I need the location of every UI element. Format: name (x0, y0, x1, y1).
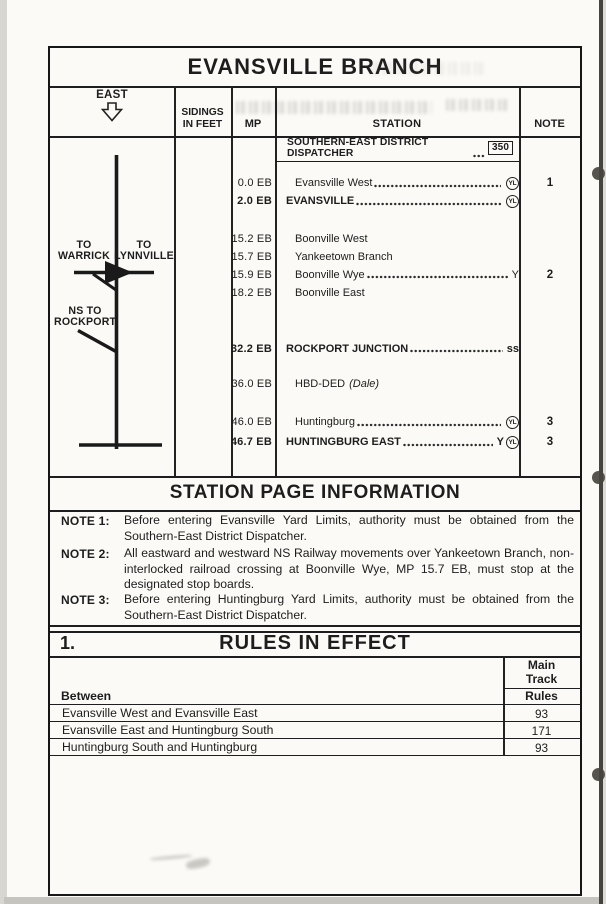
page-title: EVANSVILLE BRANCH (187, 54, 443, 79)
dispatcher-channel-badge: 350 (488, 141, 513, 155)
station-name: EVANSVILLE (286, 195, 355, 207)
section-number: 1. (60, 633, 76, 653)
rule-number-value: 93 (534, 707, 549, 721)
rules-column-header: Rules (525, 689, 558, 703)
label-line: Main (527, 658, 556, 672)
yard-limits-symbol: YL (506, 195, 519, 208)
timetable-sheet (48, 46, 582, 896)
station-name: Boonville East (295, 287, 365, 299)
station-name: Huntingburg (295, 416, 355, 428)
dispatcher-label: SOUTHERN-EAST DISTRICT DISPATCHER (287, 137, 429, 159)
scan-page-edge-line (599, 0, 603, 904)
section-title: RULES IN EFFECT (219, 632, 411, 654)
milepost-value: 18.2 EB (231, 287, 272, 299)
note-text: Before entering Evansville Yard Limits, authority must be obtained from the Southern-East District Dispatcher. (124, 513, 574, 543)
note-number: 3 (546, 436, 554, 448)
sidings-label-line1: SIDINGS (181, 107, 224, 118)
note-label: NOTE 1: (61, 514, 110, 528)
yard-limits-symbol: YL (506, 436, 519, 449)
label-line: LYNNVILLE (114, 250, 174, 262)
east-label: EAST (96, 89, 128, 101)
note-text: Before entering Huntingburg Yard Limits, authority must be obtained from the Southern-East District Dispatcher. (124, 592, 574, 622)
station-name: Yankeetown Branch (295, 251, 393, 263)
between-column-header: Between (61, 689, 112, 703)
milepost-value: 36.0 EB (231, 378, 272, 390)
note-label: NOTE 2: (61, 547, 110, 561)
scan-edge-bottom (4, 897, 599, 904)
note-text: All eastward and westward NS Railway movements over Yankeetown Branch, non-interlocked railroad crossing at Boonville Wye, MP 15.7 EB, must stop at the designated stop boards. (124, 546, 574, 591)
station-suffix: Y (511, 269, 519, 281)
label-line: WARRICK (57, 250, 110, 262)
rules-rows (50, 48, 580, 894)
sidings-label-line2: IN FEET (182, 119, 223, 130)
section-title: STATION PAGE INFORMATION (169, 482, 461, 503)
note-label: NOTE 3: (61, 593, 110, 607)
between-value: Evansville West and Evansville East (62, 706, 258, 720)
station-suffix: Y (496, 436, 504, 448)
station-name: ROCKPORT JUNCTION (286, 343, 409, 355)
label-line: NS TO (68, 305, 102, 317)
between-value: Huntingburg South and Huntingburg (62, 740, 258, 754)
milepost-value: 46.0 EB (231, 416, 272, 428)
note-label: NOTE (534, 118, 565, 130)
rule-number-value: 93 (534, 741, 549, 755)
label-line: TO (76, 239, 92, 251)
milepost-value: 2.0 EB (237, 195, 272, 207)
station-name-qualifier: (Dale) (349, 378, 380, 390)
yard-limits-symbol: YL (506, 416, 519, 429)
rule-number-value: 171 (531, 724, 552, 738)
station-label: STATION (372, 118, 422, 130)
station-name: Boonville West (295, 233, 368, 245)
label-line: ROCKPORT (54, 316, 117, 328)
between-value: Evansville East and Huntingburg South (62, 723, 274, 737)
station-suffix: ss (506, 343, 519, 355)
note-number: 2 (546, 269, 554, 281)
milepost-value: 32.2 EB (230, 343, 272, 355)
label-line: TO (136, 239, 152, 251)
rules-row (50, 740, 580, 757)
scan-edge-left (0, 0, 7, 904)
mp-label: MP (244, 118, 262, 130)
station-name: HUNTINGBURG EAST (286, 436, 401, 448)
rules-row (50, 723, 580, 740)
note-number: 1 (546, 177, 554, 189)
milepost-value: 15.2 EB (231, 233, 272, 245)
milepost-value: 15.9 EB (231, 269, 272, 281)
milepost-value: 0.0 EB (237, 177, 272, 189)
milepost-value: 46.7 EB (230, 436, 272, 448)
station-name: HBD-DED (295, 378, 346, 390)
station-name: Evansville West (295, 177, 373, 189)
rules-row (50, 706, 580, 723)
yard-limits-symbol: YL (506, 177, 519, 190)
station-name: Boonville Wye (295, 269, 365, 281)
note-number: 3 (546, 416, 554, 428)
label-line: Track (525, 671, 558, 686)
milepost-value: 15.7 EB (231, 251, 272, 263)
